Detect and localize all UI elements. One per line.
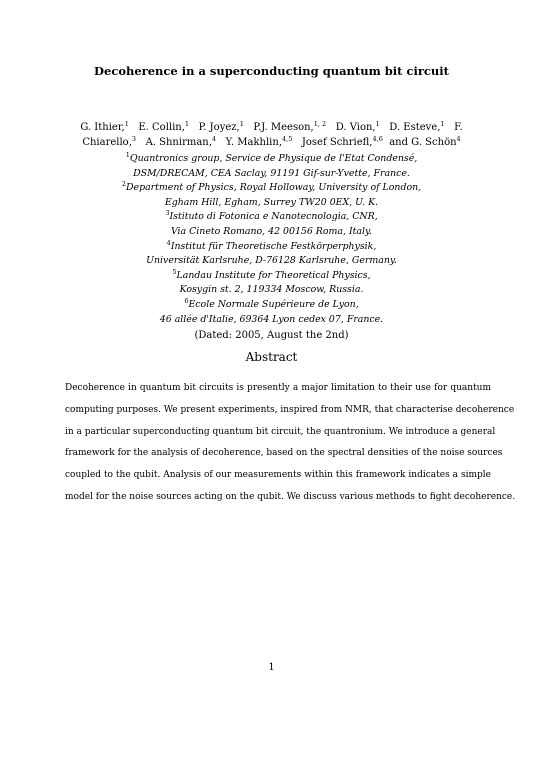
affiliation-line: $^1$Quantronics group, Service de Physique de l'Etat Condensé, — [125, 151, 418, 164]
abstract-body — [65, 378, 516, 509]
author: P.J. Meeson,$^{1, 2}$ — [253, 120, 327, 133]
author: E. Collin,$^1$ — [138, 120, 190, 133]
abstract-line: coupled to the qubit. Analysis of our measurements within this framework indicates a simple — [65, 470, 491, 481]
affiliation-line: Universität Karlsruhe, D-76128 Karlsruhe, Germany. — [146, 255, 397, 267]
author: Josef Schriefl,$^{4,6}$ — [301, 135, 383, 148]
affiliations — [40, 152, 503, 327]
dated-line: (Dated: 2005, August the 2nd) — [194, 330, 349, 341]
abstract-heading: Abstract — [245, 350, 298, 364]
author: Y. Makhlin,$^{4,5}$ — [225, 135, 293, 148]
abstract-line: Decoherence in quantum bit circuits is presently a major limitation to their use for quantum — [65, 383, 491, 393]
abstract-line: in a particular superconducting quantum bit circuit, the quantronium. We introduce a general — [65, 426, 496, 437]
abstract-line: framework for the analysis of decoherence, based on the spectral densities of the noise sources — [65, 448, 503, 459]
affiliation-line: $^4$Institut für Theoretische Festkörperphysik, — [166, 238, 377, 252]
affiliation-line: Kosygin st. 2, 119334 Moscow, Russia. — [179, 284, 364, 296]
affiliation-line: Via Cineto Romano, 42 00156 Roma, Italy. — [170, 225, 373, 237]
affiliation-line: $^3$Istituto di Fotonica e Nanotecnologia, CNR, — [165, 209, 378, 223]
author: G. Ithier,$^1$ — [80, 120, 129, 133]
affiliation-line: $^5$Landau Institute for Theoretical Physics, — [172, 267, 371, 281]
affiliation-line: $^6$Ecole Normale Supérieure de Lyon, — [184, 296, 359, 310]
abstract-line: computing purposes. We present experiments, inspired from NMR, that characterise decoherence — [65, 404, 515, 415]
author: and G. Schön$^4$ — [389, 135, 461, 148]
abstract-line: model for the noise sources acting on the qubit. We discuss various methods to fight decoherence. — [65, 491, 516, 502]
page-number: 1 — [268, 662, 275, 673]
affiliation-line: Egham Hill, Egham, Surrey TW20 0EX, U. K. — [164, 196, 379, 208]
author: D. Vion,$^1$ — [335, 120, 380, 133]
author: Chiarello,$^3$ — [82, 135, 137, 148]
author: P. Joyez,$^1$ — [198, 120, 244, 133]
author-list — [50, 120, 493, 150]
author: F. — [454, 122, 463, 133]
affiliation-line: DSM/DRECAM, CEA Saclay, 91191 Gif-sur-Yvette, France. — [133, 167, 410, 179]
author: A. Shnirman,$^4$ — [145, 135, 217, 148]
author: D. Esteve,$^1$ — [389, 120, 445, 133]
affiliation-line: $^2$Department of Physics, Royal Holloway, University of London, — [121, 180, 422, 194]
affiliation-line: 46 allée d'Italie, 69364 Lyon cedex 07, France. — [159, 313, 384, 325]
author-line-2 — [50, 135, 493, 150]
paper-title: Decoherence in a superconducting quantum bit circuit — [94, 64, 449, 78]
author-line-1 — [50, 120, 493, 135]
